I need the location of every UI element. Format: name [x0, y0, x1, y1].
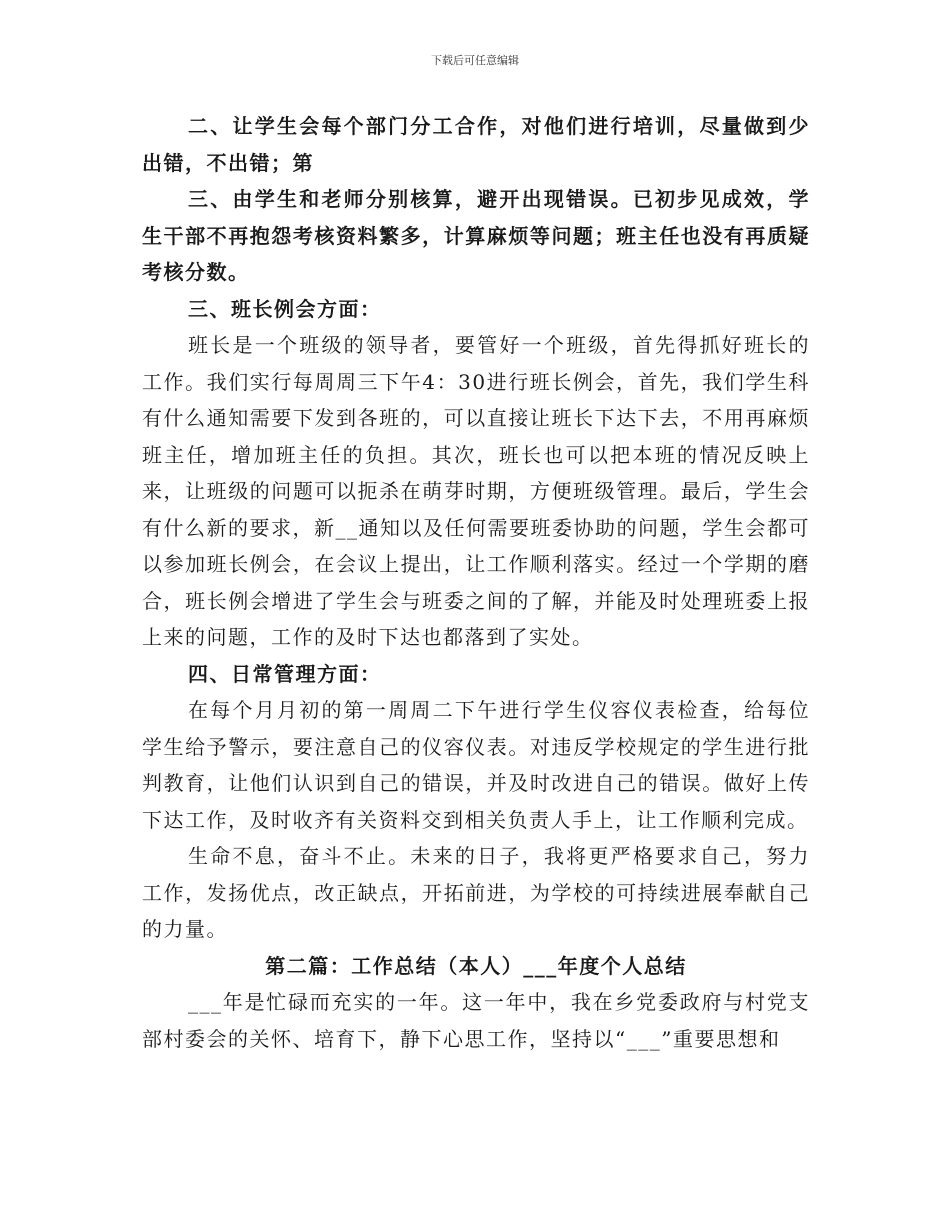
- paragraph-item-2-division: 二、让学生会每个部门分工合作，对他们进行培训，尽量做到少出错，不出错；第: [142, 114, 810, 175]
- document-body: [142, 108, 810, 1057]
- paragraph-class-monitor-meeting: 班长是一个班级的领导者，要管好一个班级，首先得抓好班长的工作。我们实行每周周三下午4：30进行班长例会，首先，我们学生科有什么通知需要下发到各班的，可以直接让班长下达下去，不用再麻烦班主任，增加班主任的负担。其次，班长也可以把本班的情况反映上来，让班级的问题可以扼杀在萌芽时期，方便班级管理。最后，学生会有什么新的要求，新__通知以及任何需要班委协助的问题，学生会都可以参加班长例会，在会议上提出，让工作顺利落实。经过一个学期的磨合，班长例会增进了学生会与班委之间的了解，并能及时处理班委上报上来的问题，工作的及时下达也都落到了实处。: [142, 333, 810, 649]
- paragraph-daily-management: 在每个月月初的第一周周二下午进行学生仪容仪表检查，给每位学生给予警示，要注意自己的仪容仪表。对违反学校规定的学生进行批判教育，让他们认识到自己的错误，并及时改进自己的错误。做好上传下达工作，及时收齐有关资料交到相关负责人手上，让工作顺利完成。: [142, 698, 810, 832]
- page-header: 下载后可任意编辑: [431, 54, 519, 67]
- section-heading-class-monitor-meeting: 三、班长例会方面：: [188, 296, 382, 321]
- section-heading-daily-management: 四、日常管理方面：: [188, 661, 382, 686]
- paragraph-annual-summary-intro: ___年是忙碌而充实的一年。这一年中，我在乡党委政府与村党支部村委会的关怀、培育下，静下心思工作，坚持以“___”重要思想和: [142, 990, 810, 1051]
- section-title-part-two: 第二篇：工作总结（本人）___年度个人总结: [265, 953, 687, 978]
- paragraph-closing: 生命不息，奋斗不止。未来的日子，我将更严格要求自己，努力工作，发扬优点，改正缺点，开拓前进，为学校的可持续进展奉献自己的力量。: [142, 844, 810, 941]
- paragraph-item-3-verification: 三、由学生和老师分别核算，避开出现错误。已初步见成效，学生干部不再抱怨考核资料繁多，计算麻烦等问题；班主任也没有再质疑考核分数。: [142, 187, 810, 284]
